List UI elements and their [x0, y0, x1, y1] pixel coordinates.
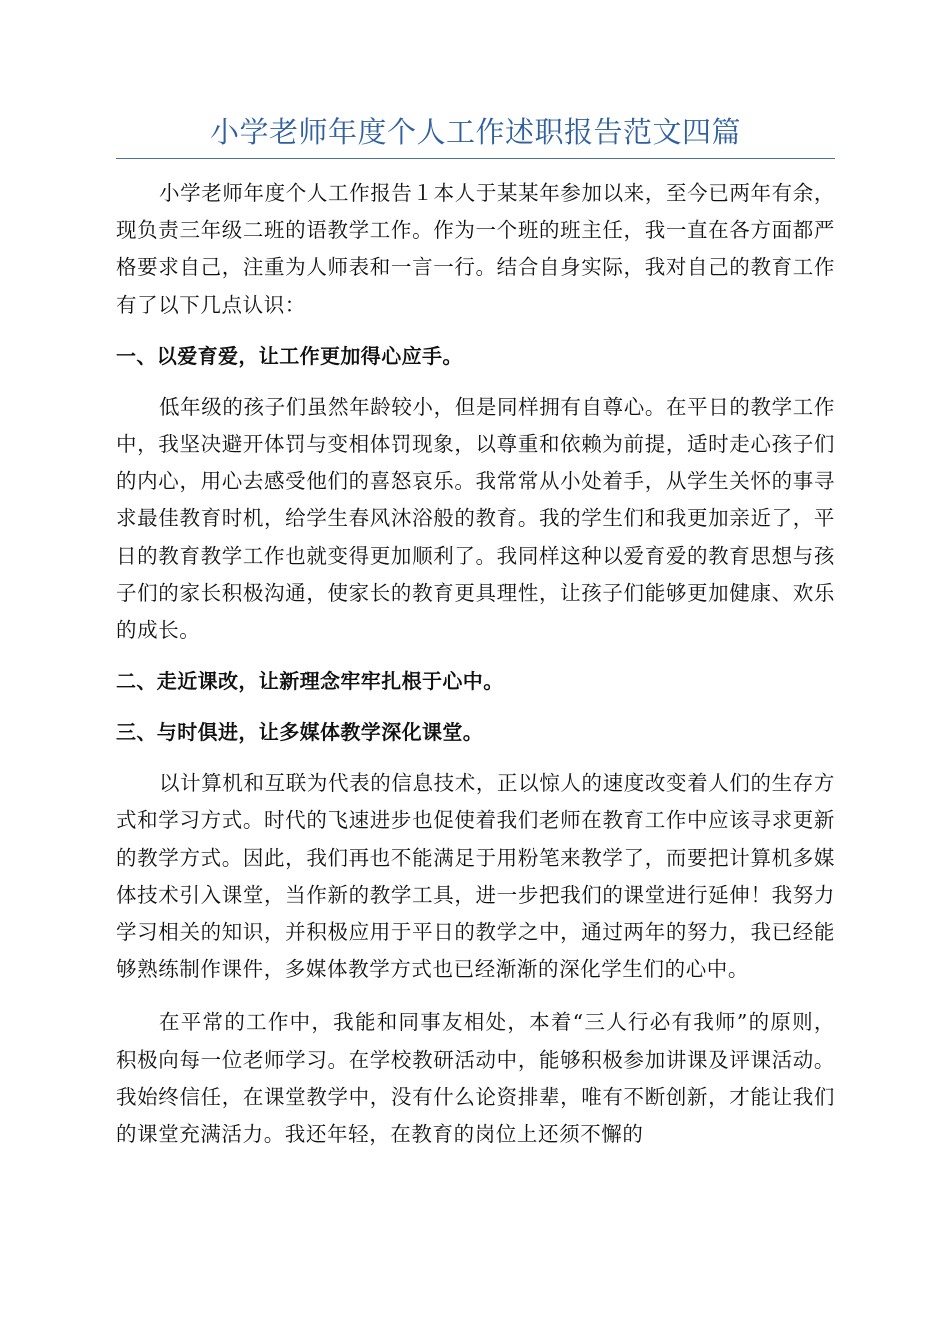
spacer — [116, 700, 835, 714]
section-heading-2: 二、走近课改，让新理念牢牢扎根于心中。 — [116, 669, 504, 694]
colleagues-paragraph: 在平常的工作中，我能和同事友相处，本着“三人行必有我师”的原则，积极向每一位老师学习。在学校教研活动中，能够积极参加讲课及评课活动。我始终信任，在课堂教学中，没有什么论资排辈，唯有不断创新，才能让我们的课堂充满活力。我还年轻，在教育的岗位上还须不懈的 — [116, 1010, 835, 1147]
spacer — [116, 324, 835, 338]
title-block — [116, 110, 835, 159]
spacer — [116, 988, 835, 1004]
spacer — [116, 751, 835, 765]
spacer — [116, 649, 835, 663]
document-title: 小学老师年度个人工作述职报告范文四篇 — [209, 115, 741, 149]
intro-paragraph: 小学老师年度个人工作报告１本人于某某年参加以来，至今已两年有余，现负责三年级二班的语教学工作。作为一个班的班主任，我一直在各方面都严格要求自己，注重为人师表和一言一行。结合自身实际，我对自己的教育工作有了以下几点认识： — [116, 181, 835, 317]
media-paragraph: 以计算机和互联为代表的信息技术，正以惊人的速度改变着人们的生存方式和学习方式。时代的飞速进步也促使着我们老师在教育工作中应该寻求更新的教学方式。因此，我们再也不能满足于用粉笔来教学了，而要把计算机多媒体技术引入课堂，当作新的教学工具，进一步把我们的课堂进行延伸！我努力学习相关的知识，并积极应用于平日的教学之中，通过两年的努力，我已经能够熟练制作课件，多媒体教学方式也已经渐渐的深化学生们的心中。 — [116, 771, 835, 982]
section-heading-3: 三、与时俱进，让多媒体教学深化课堂。 — [116, 720, 484, 745]
section-heading-1: 一、以爱育爱，让工作更加得心应手。 — [116, 343, 463, 368]
document-body — [116, 175, 835, 1153]
spacer — [116, 375, 835, 389]
love-paragraph: 低年级的孩子们虽然年龄较小，但是同样拥有自尊心。在平日的教学工作中，我坚决避开体罚与变相体罚现象，以尊重和依赖为前提，适时走心孩子们的内心，用心去感受他们的喜怒哀乐。我常常从小处着手，从学生关怀的事寻求最佳教育时机，给学生春风沐浴般的教育。我的学生们和我更加亲近了，平日的教育教学工作也就变得更加顺利了。我同样这种以爱育爱的教育思想与孩子们的家长积极沟通，使家长的教育更具理性，让孩子们能够更加健康、欢乐的成长。 — [116, 394, 835, 643]
